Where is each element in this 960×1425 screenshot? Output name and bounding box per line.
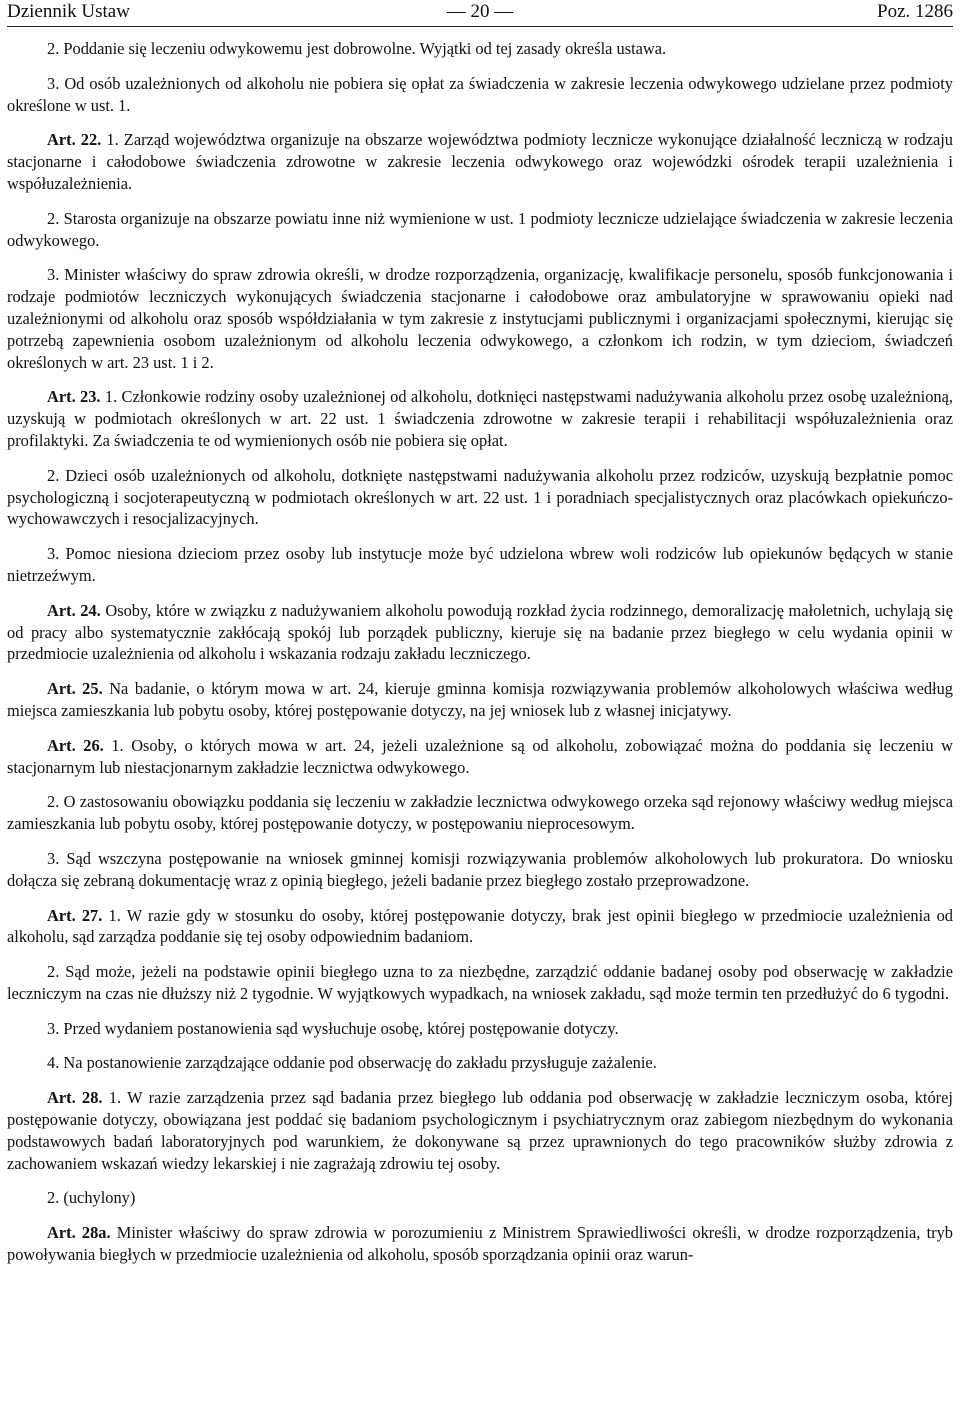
- paragraph-text: 2. O zastosowaniu obowiązku poddania się leczeniu w zakładzie lecznictwa odwykowego orzeka sąd rejonowy właściwy według miejsca zamieszkania lub pobytu osoby, której postępowanie dotyczy, w postępowaniu nieprocesowym.: [7, 792, 953, 834]
- paragraph: [7, 961, 953, 1005]
- paragraph-text: 2. Starosta organizuje na obszarze powiatu inne niż wymienione w ust. 1 podmioty lecznicze udzielające świadczenia w zakresie leczenia odwykowego.: [7, 208, 953, 250]
- paragraph: [7, 678, 953, 722]
- paragraph: [7, 465, 953, 530]
- paragraph-text: 1. Zarząd województwa organizuje na obszarze województwa podmioty lecznicze wykonujące działalność leczniczą w rodzaju stacjonarne i całodobowe świadczenia zdrowotne w zakresie leczenia odwykowego oraz wojewódzki ośrodek terapii uzależnienia i współuzależnienia.: [7, 130, 953, 193]
- paragraph: [7, 791, 953, 835]
- paragraph-text: 3. Sąd wszczyna postępowanie na wniosek gminnej komisji rozwiązywania problemów alkoholowych lub prokuratora. Do wniosku dołącza się zebraną dokumentację wraz z opinią biegłego, jeżeli badanie przez biegłego zostało przeprowadzone.: [7, 848, 953, 890]
- paragraph: [7, 735, 953, 779]
- paragraph: [7, 1018, 953, 1040]
- paragraph-text: 1. Osoby, o których mowa w art. 24, jeżeli uzależnione są od alkoholu, zobowiązać można do poddania się leczeniu w stacjonarnym lub niestacjonarnym zakładzie lecznictwa odwykowego.: [7, 735, 953, 777]
- article-number: Art. 27.: [47, 905, 103, 925]
- paragraph: [7, 1087, 953, 1174]
- paragraph: [7, 1222, 953, 1266]
- paragraph: [7, 600, 953, 665]
- paragraph-text: 2. (uchylony): [47, 1188, 136, 1208]
- article-number: Art. 22.: [47, 130, 102, 150]
- paragraph-text: 3. Od osób uzależnionych od alkoholu nie pobiera się opłat za świadczenia w zakresie leczenia odwykowego udzielane przez podmioty określone w ust. 1.: [7, 73, 953, 115]
- article-number: Art. 28a.: [47, 1223, 111, 1243]
- paragraph-text: Na badanie, o którym mowa w art. 24, kieruje gminna komisja rozwiązywania problemów alkoholowych właściwa według miejsca zamieszkania lub pobytu osoby, której postępowanie dotyczy, na jej wniosek lub z własnej inicjatywy.: [7, 679, 953, 720]
- paragraph-text: 3. Minister właściwy do spraw zdrowia określi, w drodze rozporządzenia, organizację, kwalifikacje personelu, sposób funkcjonowania i rodzaje podmiotów leczniczych wykonujących świadczenia stacjonarne i całodobowe oraz ambulatoryjne w sprawowaniu opieki nad uzależnionymi od alkoholu oraz sposób współdziałania w tym zakresie z instytucjami publicznymi i organizacjami społecznymi, kierując się potrzebą zapewnienia osobom uzależnionym od alkoholu leczenia odwykowego, a członkom ich rodzin, w tym dzieciom, świadczeń określonych w art. 23 ust. 1 i 2.: [7, 265, 953, 372]
- position-number: Poz. 1286: [877, 1, 953, 22]
- paragraph: [7, 208, 953, 252]
- paragraph-text: Osoby, które w związku z nadużywaniem alkoholu powodują rozkład życia rodzinnego, demoralizację małoletnich, uchylają się od pracy albo systematycznie zakłócają spokój lub porządek publiczny, kieruje się na badanie przez biegłego w celu wydania opinii w przedmiocie uzależnienia od alkoholu i wskazania rodzaju zakładu leczniczego.: [7, 600, 953, 664]
- paragraph: [7, 543, 953, 587]
- document-body: [7, 38, 953, 1279]
- paragraph-text: 4. Na postanowienie zarządzające oddanie pod obserwację do zakładu przysługuje zażalenie.: [47, 1053, 657, 1073]
- article-number: Art. 23.: [47, 387, 101, 407]
- paragraph: [7, 264, 953, 373]
- paragraph-text: 1. Członkowie rodziny osoby uzależnionej od alkoholu, dotknięci następstwami nadużywania alkoholu przez osobę uzależnioną, uzyskują w podmiotach określonych w art. 22 ust. 1 świadczenia zdrowotne w zakresie terapii i rehabilitacji współuzależnienia oraz profilaktyki. Za świadczenia te od wymienionych osób nie pobiera się opłat.: [7, 387, 953, 450]
- paragraph-text: 3. Pomoc niesiona dzieciom przez osoby lub instytucje może być udzielona wbrew woli rodziców lub opiekunów będących w stanie nietrzeźwym.: [7, 544, 953, 585]
- article-number: Art. 26.: [47, 735, 104, 755]
- article-number: Art. 28.: [47, 1088, 103, 1108]
- journal-title: Dziennik Ustaw: [7, 1, 130, 22]
- page-header: [7, 0, 953, 27]
- paragraph-text: 3. Przed wydaniem postanowienia sąd wysłuchuje osobę, której postępowanie dotyczy.: [47, 1018, 619, 1038]
- paragraph: [7, 38, 953, 60]
- article-number: Art. 24.: [47, 600, 101, 620]
- paragraph-text: 1. W razie gdy w stosunku do osoby, której postępowanie dotyczy, brak jest opinii biegłego w przedmiocie uzależnienia od alkoholu, sąd zarządza poddanie się tej osoby odpowiednim badaniom.: [7, 905, 953, 947]
- paragraph-text: 2. Poddanie się leczeniu odwykowemu jest dobrowolne. Wyjątki od tej zasady określa ustawa.: [47, 39, 667, 58]
- paragraph: [7, 1052, 953, 1074]
- page-number: — 20 —: [446, 1, 514, 22]
- paragraph-text: 1. W razie zarządzenia przez sąd badania przez biegłego lub oddania pod obserwację w zakładzie leczniczym osoba, której postępowanie dotyczy, obowiązana jest poddać się badaniom psychologicznym i psychiatrycznym oraz zabiegom niezbędnym do wykonania podstawowych badań laboratoryjnych pod warunkiem, że dokonywane są przez uprawnionych do tego pracowników służby zdrowia z zachowaniem wskazań wiedzy lekarskiej i nie zagrażają zdrowiu tej osoby.: [7, 1088, 953, 1173]
- article-number: Art. 25.: [47, 679, 103, 699]
- paragraph: [7, 1187, 953, 1209]
- paragraph: [7, 386, 953, 451]
- paragraph-text: Minister właściwy do spraw zdrowia w porozumieniu z Ministrem Sprawiedliwości określi, w drodze rozporządzenia, tryb powoływania biegłych w przedmiocie uzależnienia od alkoholu, sposób sporządzania opinii oraz warun-: [7, 1223, 953, 1265]
- paragraph-text: 2. Sąd może, jeżeli na podstawie opinii biegłego uzna to za niezbędne, zarządzić oddanie badanej osoby pod obserwację w zakładzie leczniczym na czas nie dłuższy niż 2 tygodnie. W wyjątkowych wypadkach, na wniosek zakładu, sąd może termin ten przedłużyć do 6 tygodni.: [7, 962, 953, 1003]
- paragraph: [7, 848, 953, 892]
- paragraph-text: 2. Dzieci osób uzależnionych od alkoholu, dotknięte następstwami nadużywania alkoholu przez rodziców, uzyskują bezpłatnie pomoc psychologiczną i socjoterapeutyczną w podmiotach określonych w art. 22 ust. 1 i poradniach specjalistycznych oraz placówkach opiekuńczo-wychowawczych i resocjalizacyjnych.: [7, 465, 953, 529]
- paragraph: [7, 129, 953, 194]
- paragraph: [7, 73, 953, 117]
- paragraph: [7, 905, 953, 949]
